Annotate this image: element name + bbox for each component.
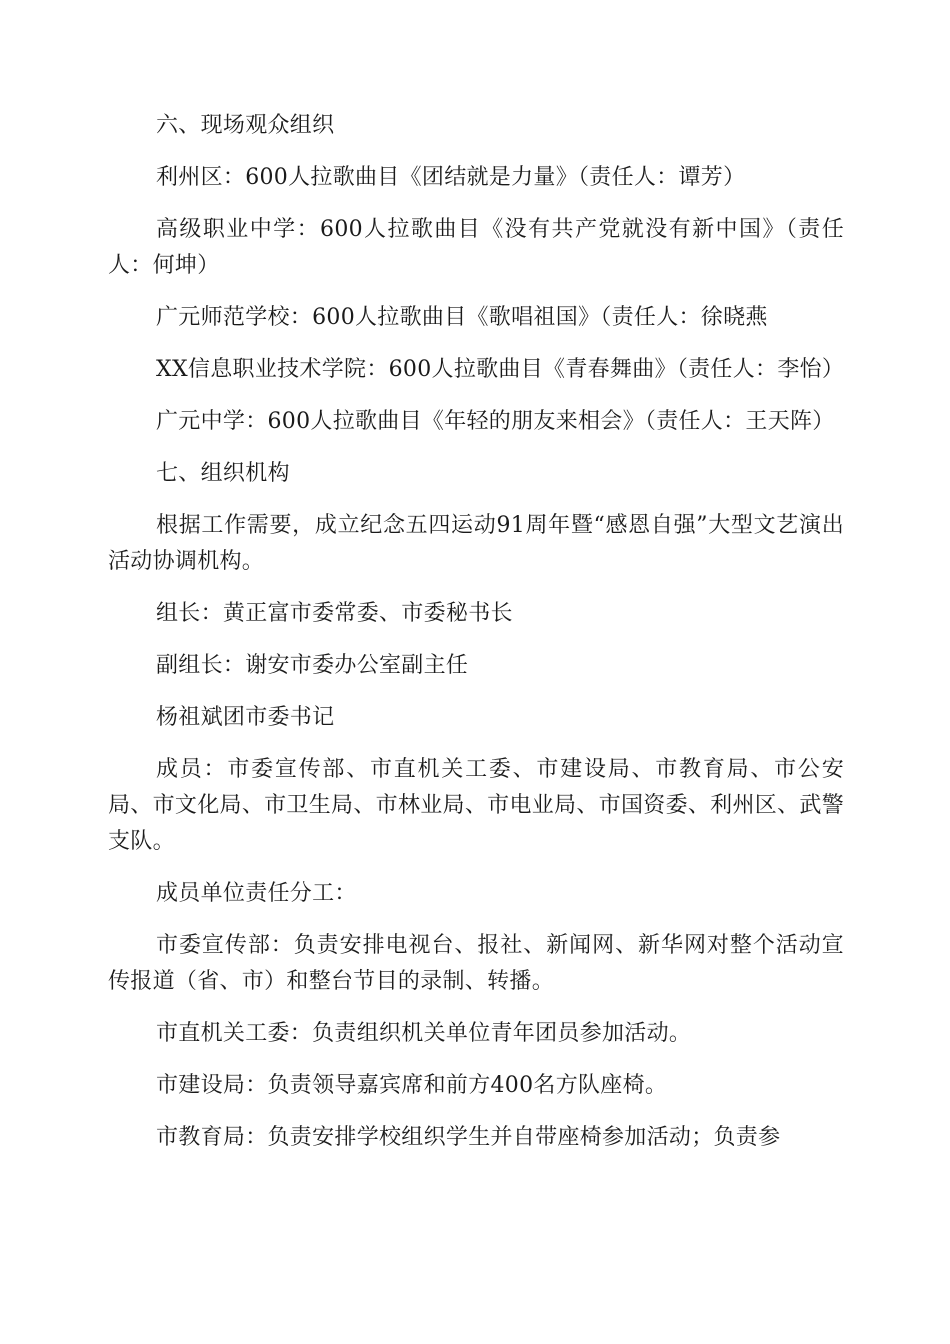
paragraph: 利州区：600人拉歌曲目《团结就是力量》（责任人：谭芳） [156, 165, 746, 190]
paragraph: 市建设局：负责领导嘉宾席和前方400名方队座椅。 [156, 1073, 668, 1098]
paragraph: 广元中学：600人拉歌曲目《年轻的朋友来相会》（责任人：王天阵） [156, 409, 835, 434]
paragraph: XX信息职业技术学院：600人拉歌曲目《青春舞曲》（责任人：李怡） [156, 357, 845, 382]
paragraph: 市委宣传部：负责安排电视台、报社、新闻网、新华网对整个活动宣传报道（省、市）和整台节目的录制、转播。 [108, 933, 844, 994]
paragraph: 成员：市委宣传部、市直机关工委、市建设局、市教育局、市公安局、市文化局、市卫生局、市林业局、市电业局、市国资委、利州区、武警支队。 [108, 757, 844, 854]
section-heading-organization: 七、组织机构 [156, 461, 290, 486]
paragraph: 高级职业中学：600人拉歌曲目《没有共产党就没有新中国》（责任人：何坤） [108, 217, 844, 278]
paragraph: 市直机关工委：负责组织机关单位青年团员参加活动。 [156, 1021, 692, 1046]
paragraph: 组长：黄正富市委常委、市委秘书长 [156, 601, 513, 626]
document-body [108, 108, 844, 1172]
paragraph: 成员单位责任分工： [156, 881, 357, 906]
section-heading-audience: 六、现场观众组织 [156, 113, 335, 138]
paragraph: 市教育局：负责安排学校组织学生并自带座椅参加活动；负责参 [156, 1125, 781, 1150]
paragraph: 杨祖斌团市委书记 [156, 705, 335, 730]
paragraph: 广元师范学校：600人拉歌曲目《歌唱祖国》（责任人：徐晓燕 [156, 305, 768, 330]
paragraph: 根据工作需要，成立纪念五四运动91周年暨“感恩自强”大型文艺演出活动协调机构。 [108, 513, 844, 574]
paragraph: 副组长：谢安市委办公室副主任 [156, 653, 469, 678]
